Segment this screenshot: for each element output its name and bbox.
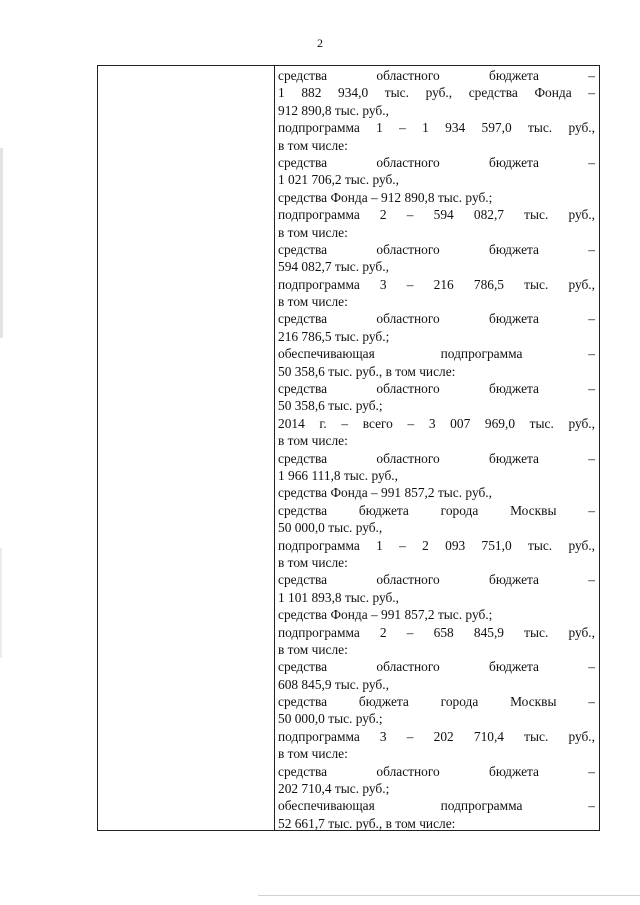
funding-text-line: 50 000,0 тыс. руб.; [278, 711, 383, 727]
funding-text-line: подпрограмма 2 – 594 082,7 тыс. руб., [278, 207, 595, 223]
funding-text-line: средства Фонда – 991 857,2 тыс. руб., [278, 485, 492, 501]
funding-text-line: в том числе: [278, 433, 348, 449]
scan-bottom-edge [258, 895, 640, 896]
column-divider [274, 66, 275, 830]
funding-text-line: подпрограмма 2 – 658 845,9 тыс. руб., [278, 624, 595, 640]
funding-text-line: средства областного бюджета – [278, 763, 595, 779]
funding-text-line: средства областного бюджета – [278, 450, 595, 466]
funding-text-line: обеспечивающая подпрограмма – [278, 798, 595, 814]
funding-text-line: средства областного бюджета – [278, 241, 595, 257]
funding-text-line: подпрограмма 1 – 1 934 597,0 тыс. руб., [278, 120, 595, 136]
funding-text-line: средства Фонда – 991 857,2 тыс. руб.; [278, 607, 493, 623]
funding-text-line: средства областного бюджета – [278, 311, 595, 327]
funding-text-line: в том числе: [278, 641, 348, 657]
funding-text-line: средства Фонда – 912 890,8 тыс. руб.; [278, 189, 493, 205]
funding-text-line: в том числе: [278, 554, 348, 570]
funding-text-line: 2014 г. – всего – 3 007 969,0 тыс. руб., [278, 415, 595, 431]
funding-text-line: 52 661,7 тыс. руб., в том числе: [278, 815, 456, 831]
funding-text-line: 594 082,7 тыс. руб., [278, 259, 389, 275]
funding-text-line: в том числе: [278, 224, 348, 240]
page-number: 2 [317, 36, 323, 50]
funding-text-line: 1 021 706,2 тыс. руб., [278, 172, 399, 188]
funding-text-line: подпрограмма 1 – 2 093 751,0 тыс. руб., [278, 537, 595, 553]
funding-details-cell [278, 67, 595, 832]
scan-edge-artifact [0, 148, 3, 338]
funding-table [97, 65, 600, 831]
funding-text-line: 50 358,6 тыс. руб., в том числе: [278, 363, 456, 379]
funding-text-line: в том числе: [278, 137, 348, 153]
funding-text-line: 1 966 111,8 тыс. руб., [278, 467, 398, 483]
funding-text-line: средства областного бюджета – [278, 659, 595, 675]
funding-text-line: подпрограмма 3 – 202 710,4 тыс. руб., [278, 728, 595, 744]
funding-text-line: средства бюджета города Москвы – [278, 502, 595, 518]
funding-text-line: средства областного бюджета – [278, 68, 595, 83]
funding-text-line: средства бюджета города Москвы – [278, 694, 595, 710]
scan-edge-artifact [0, 548, 2, 658]
funding-text-line: средства областного бюджета – [278, 572, 595, 588]
funding-text-line: обеспечивающая подпрограмма – [278, 346, 595, 362]
funding-text-line: в том числе: [278, 294, 348, 310]
funding-text-line: средства областного бюджета – [278, 381, 595, 397]
funding-text-line: 912 890,8 тыс. руб., [278, 102, 389, 118]
funding-text-line: подпрограмма 3 – 216 786,5 тыс. руб., [278, 276, 595, 292]
funding-text-line: 50 000,0 тыс. руб., [278, 520, 383, 536]
funding-text-line: 608 845,9 тыс. руб., [278, 676, 389, 692]
funding-text-line: 216 786,5 тыс. руб.; [278, 328, 390, 344]
funding-text-line: 1 101 893,8 тыс. руб., [278, 589, 399, 605]
funding-text-line: 50 358,6 тыс. руб.; [278, 398, 383, 414]
funding-text-line: в том числе: [278, 746, 348, 762]
funding-text-line: 202 710,4 тыс. руб.; [278, 781, 390, 797]
funding-text-line: 1 882 934,0 тыс. руб., средства Фонда – [278, 85, 595, 101]
funding-text-line: средства областного бюджета – [278, 154, 595, 170]
